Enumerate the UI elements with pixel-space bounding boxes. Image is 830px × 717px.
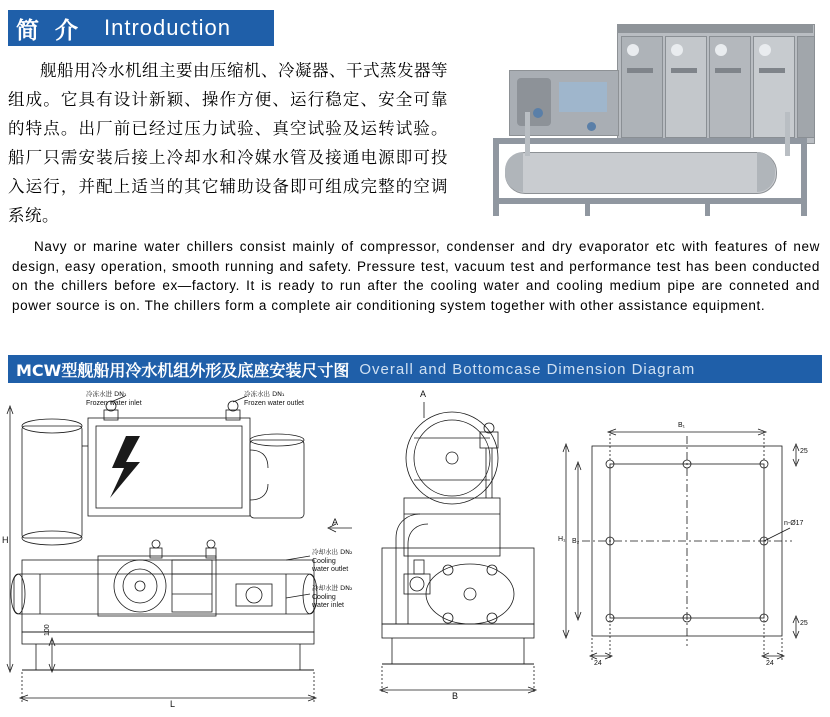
callout-cooling-water-outlet-en: Cooling water outlet — [312, 558, 349, 573]
photo-panel-strip-3 — [715, 68, 741, 73]
dimension-section-header — [8, 355, 822, 383]
introduction-paragraph-en: Navy or marine water chillers consist mainly of compressor, condenser and dry evaporator etc with features of new design, easy operation, smooth running and safety. Pressure test, vacuum test and performance test has been conducted on the chillers before ex—factory. It is ready to run after the cooling water and cooling medium pipe are conneted and power source is on. The chillers form a complete air conditioning system together with other assistance equipment. — [12, 239, 820, 313]
callout-frozen-water-outlet-en: Frozen water outlet — [244, 400, 304, 407]
callout-cooling-water-inlet-en: Cooling water inlet — [312, 594, 344, 609]
photo-leg-left — [493, 138, 499, 216]
photo-blue-panel — [559, 82, 607, 112]
dim-length-label: L — [170, 699, 176, 709]
product-photo — [465, 12, 823, 224]
photo-cabinet-top — [617, 24, 813, 33]
section-mark-a-top: A — [420, 389, 427, 399]
dim-base-b1: B₁ — [678, 422, 686, 429]
introduction-heading-cn: 简 介 — [16, 17, 83, 44]
introduction-heading-en: Introduction — [104, 15, 231, 40]
photo-gauge-4 — [759, 44, 771, 56]
dim-base-b2: B₂ — [572, 538, 580, 545]
section-mark-a-left: A — [332, 517, 339, 527]
callout-cooling-water-inlet-cn: 冷却水进 DN₂ — [312, 584, 353, 592]
photo-panel-strip-2 — [671, 68, 697, 73]
dim-edge-right: 24 — [766, 660, 774, 667]
photo-valve-1 — [533, 108, 543, 118]
dim-edge-bottom: 25 — [800, 620, 808, 627]
callout-frozen-water-inlet-en: Frozen water inlet — [86, 400, 142, 407]
introduction-paragraph-cn: 舰船用冷水机组主要由压缩机、冷凝器、干式蒸发器等组成。它具有设计新颖、操作方便、运行稳定、安全可靠的特点。出厂前已经过压力试验、真空试验及运转试验。船厂只需安装后接上冷却水和冷媒水管及接通电源即可投入运行，并配上适当的其它辅助设备即可组成完整的空调系统。 — [8, 61, 448, 225]
photo-gauge-1 — [627, 44, 639, 56]
dimension-heading-en: Overall and Bottomcase Dimension Diagram — [359, 360, 696, 378]
photo-frame-top — [493, 138, 807, 144]
photo-gauge-3 — [715, 44, 727, 56]
photo-motor — [517, 78, 551, 126]
dim-edge-top: 25 — [800, 448, 808, 455]
dimension-drawing — [0, 388, 830, 717]
callout-frozen-water-outlet-cn: 冷冻水出 DN₁ — [244, 390, 285, 398]
photo-panel-strip-1 — [627, 68, 653, 73]
photo-frame-bottom — [493, 198, 807, 204]
dim-height-label: H — [2, 535, 9, 545]
callout-cooling-water-outlet-cn: 冷却水出 DN₂ — [312, 548, 353, 556]
introduction-section-header — [8, 10, 274, 46]
dim-base-h1: H₁ — [558, 536, 566, 543]
photo-valve-2 — [587, 122, 596, 131]
dim-edge-left: 24 — [594, 660, 602, 667]
photo-pipe-1 — [525, 112, 530, 156]
callout-frozen-water-inlet-cn: 冷冻水进 DN₁ — [86, 390, 127, 398]
dimension-heading-cn: MCW型舰船用冷水机组外形及底座安装尺寸图 — [16, 360, 350, 380]
dim-base-height: 100 — [44, 624, 51, 636]
photo-cabinet-door-5 — [797, 36, 815, 138]
photo-leg-right — [801, 138, 807, 216]
photo-pipe-2 — [785, 112, 790, 156]
photo-leg-mid-2 — [705, 198, 710, 216]
photo-gauge-2 — [671, 44, 683, 56]
photo-leg-mid-1 — [585, 198, 590, 216]
dimension-drawing-svg — [0, 388, 830, 717]
photo-panel-strip-4 — [759, 68, 785, 73]
dim-width-label: B — [452, 691, 459, 701]
photo-condenser-shell — [505, 152, 777, 194]
dim-hole-note: n-Ø17 — [784, 520, 804, 527]
